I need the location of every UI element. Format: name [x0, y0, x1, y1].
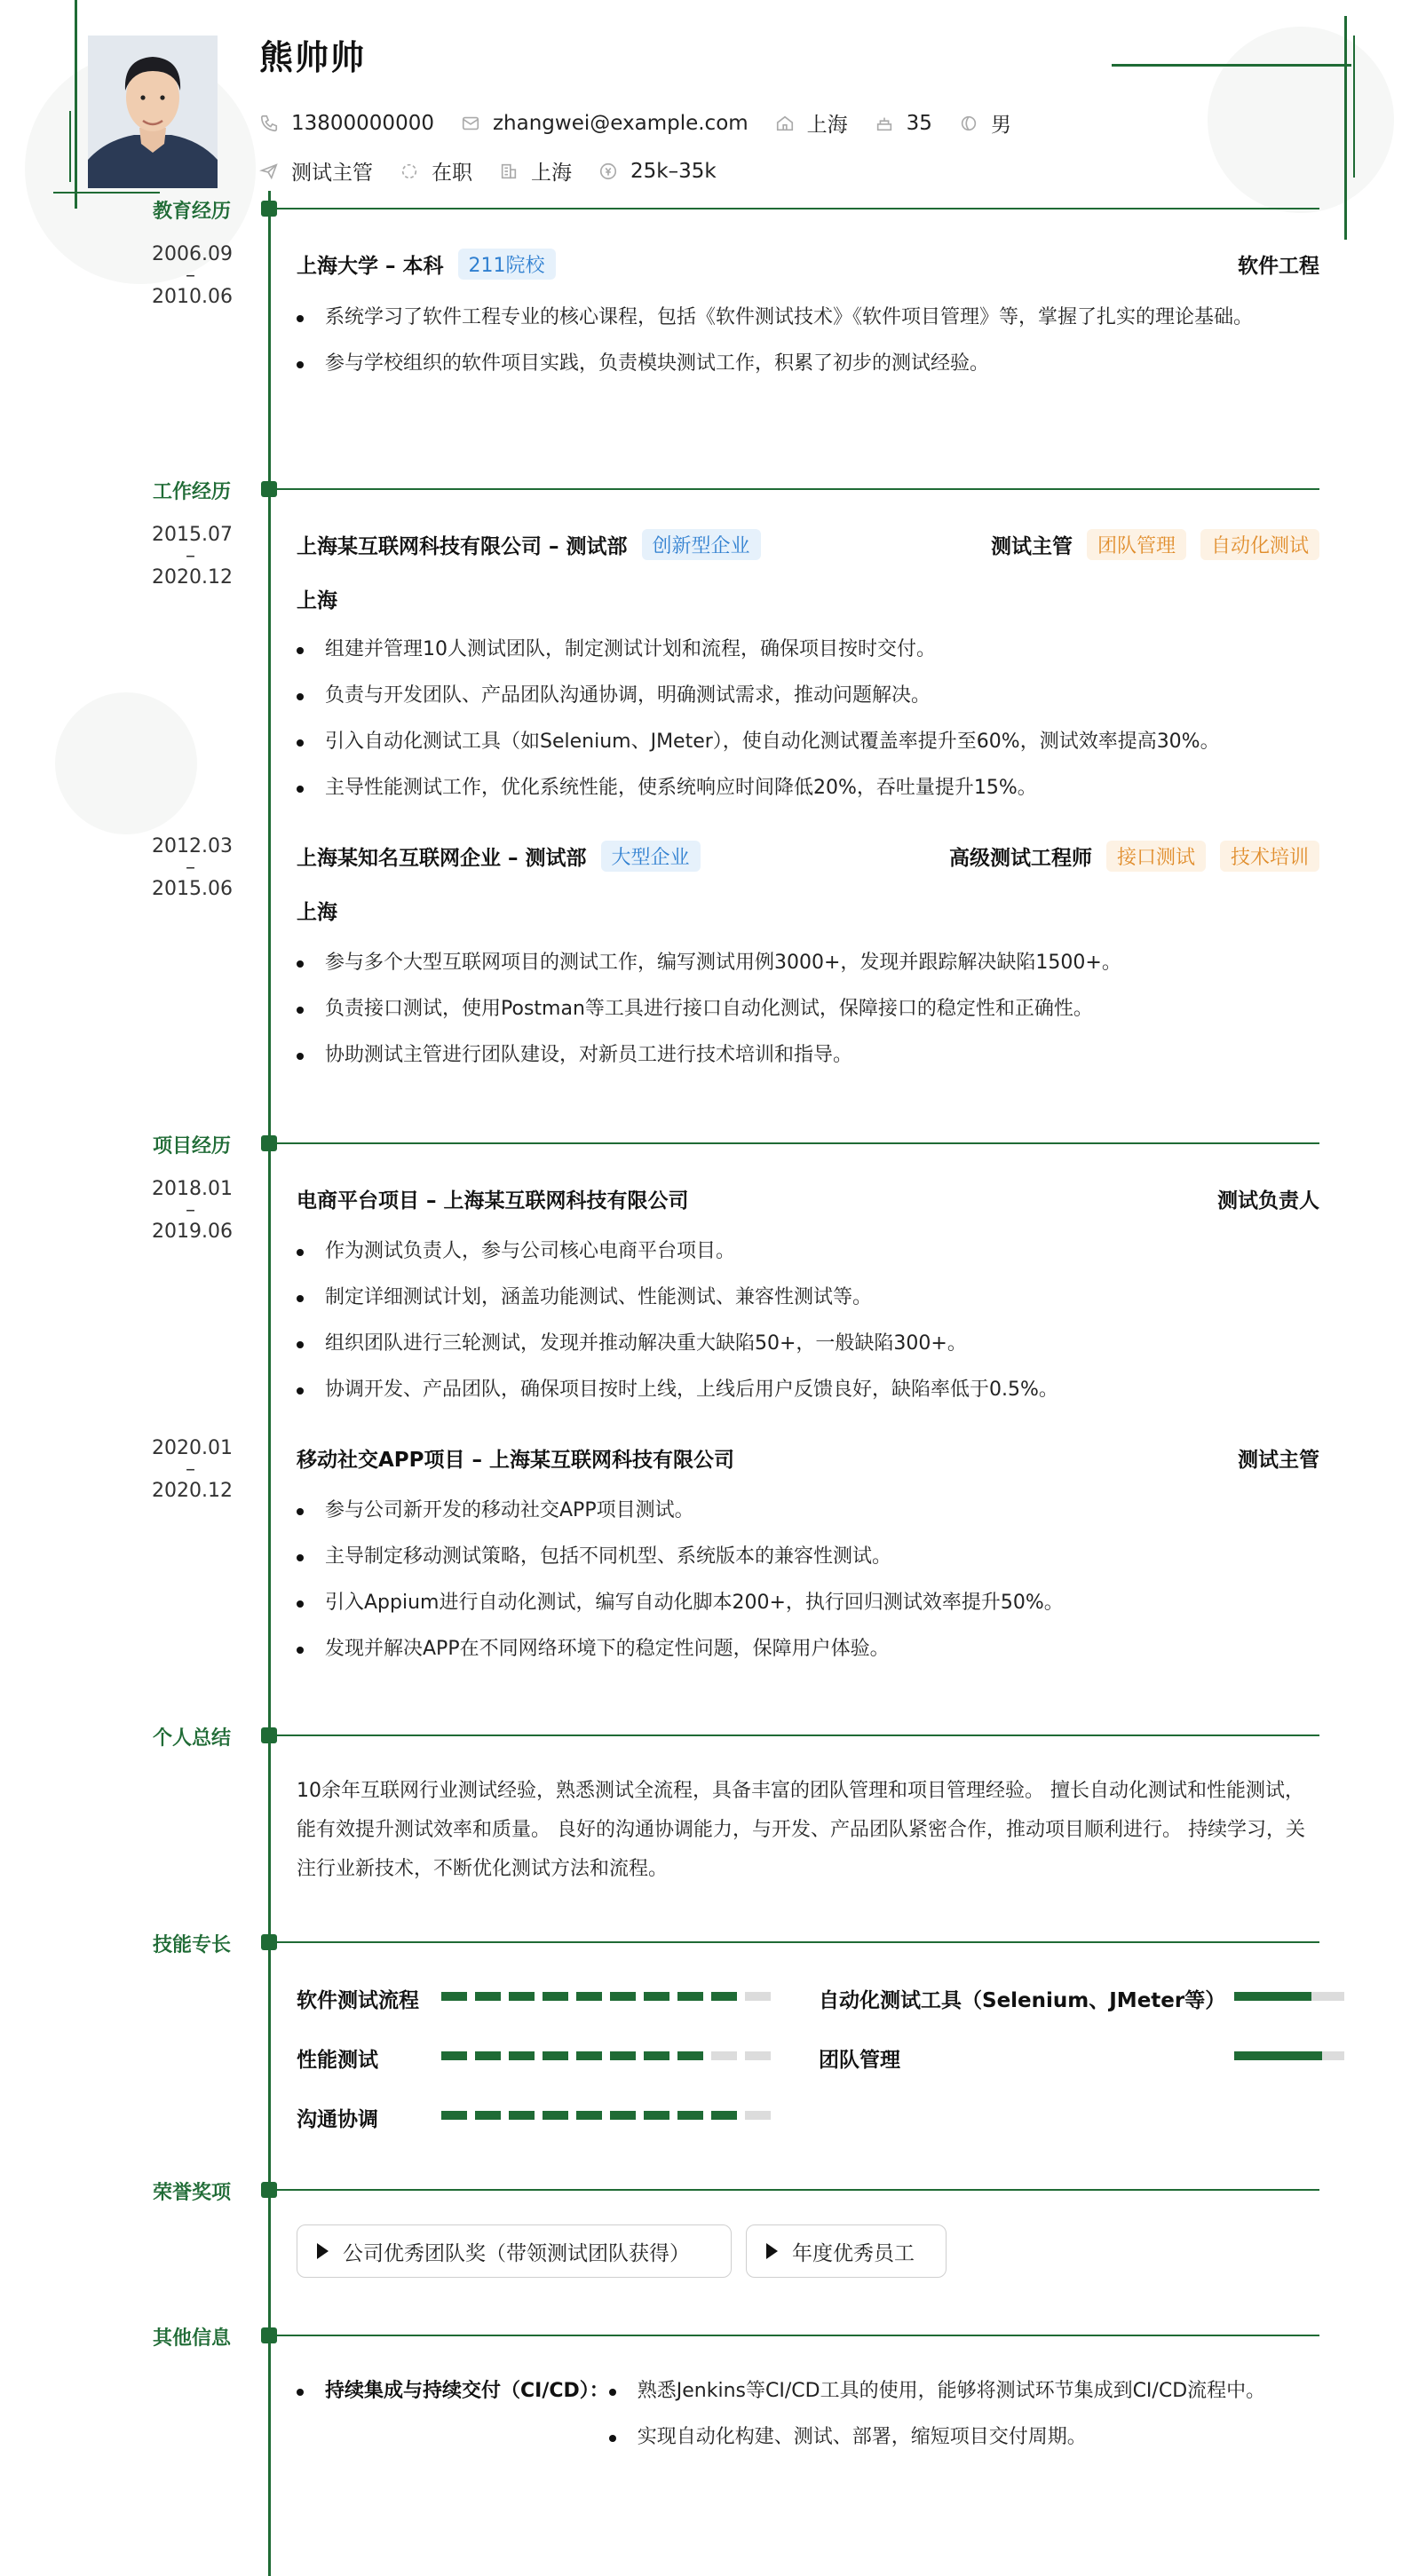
skill-segment-filled [576, 2051, 602, 2060]
salary-icon [598, 162, 618, 181]
decor-circle [1208, 27, 1394, 213]
skill-level-bar [441, 2111, 779, 2120]
job-salary [598, 160, 717, 183]
gender-icon [959, 114, 978, 133]
list-item: 作为测试负责人，参与公司核心电商平台项目。 [297, 1232, 1309, 1271]
list-item [609, 2372, 1318, 2411]
list-item: 主导性能测试工作，优化系统性能，使系统响应时间降低20%，吞吐量提升15%。 [297, 769, 1309, 808]
company-tag: 大型企业 [601, 841, 701, 872]
send-icon [259, 162, 279, 181]
section-divider [277, 1734, 1319, 1736]
section-title-education: 教育经历 [152, 201, 231, 223]
skill-segment-filled [543, 1992, 568, 2001]
skill-segment-filled [441, 2051, 467, 2060]
project-role: 测试负责人 [1217, 1189, 1319, 1213]
status-text: 在职 [432, 162, 472, 185]
skill-tag: 技术培训 [1220, 841, 1319, 872]
section-marker [261, 481, 277, 497]
skill-segment-filled [576, 1992, 602, 2001]
project-bullets [297, 1491, 1309, 1676]
skill-segment-filled [644, 1992, 669, 2001]
other-bullets [609, 2372, 1318, 2457]
list-item: 协助测试主管进行团队建设，对新员工进行技术培训和指导。 [297, 1036, 1309, 1075]
project-entry-header [297, 1443, 1319, 1473]
other-label-text: 持续集成与持续交付（CI/CD）： [325, 2380, 609, 2402]
date-start: 2006.09 [152, 243, 233, 265]
position-text: 测试主管 [291, 162, 373, 185]
section-divider [277, 1941, 1319, 1943]
honor-item [746, 2224, 947, 2278]
decor-line [53, 192, 160, 194]
work-entry-header [297, 529, 1319, 560]
age-text: 35 [906, 111, 932, 135]
date-range [82, 1438, 233, 1502]
section-title-other: 其他信息 [152, 2327, 231, 2350]
work-bullets [297, 630, 1309, 815]
honor-text: 公司优秀团队奖（带领测试团队获得） [343, 2241, 690, 2265]
job-status [400, 156, 472, 186]
list-item: 组建并管理10人测试团队，制定测试计划和流程，确保项目按时交付。 [297, 630, 1309, 669]
skill-segment-filled [644, 2111, 669, 2120]
decor-line [75, 0, 77, 209]
skill-name: 性能测试 [297, 2049, 378, 2072]
section-marker [261, 201, 277, 217]
date-range [82, 836, 233, 900]
school-name: 上海大学 – 本科 [297, 255, 444, 278]
contact-home [775, 108, 848, 138]
list-item: 组织团队进行三轮测试，发现并推动解决重大缺陷50+，一般缺陷300+。 [297, 1324, 1309, 1363]
list-item: 发现并解决APP在不同网络环境下的稳定性问题，保障用户体验。 [297, 1630, 1309, 1669]
timeline-spine [268, 191, 271, 2576]
date-range [82, 244, 233, 308]
decor-line [1344, 16, 1347, 240]
work-city: 上海 [297, 901, 337, 924]
work-entry-header [297, 841, 1319, 872]
skill-segment-filled [576, 2111, 602, 2120]
list-item: 制定详细测试计划，涵盖功能测试、性能测试、兼容性测试等。 [297, 1278, 1309, 1317]
project-role: 测试主管 [1238, 1449, 1319, 1472]
skill-segment-filled [711, 2111, 737, 2120]
decor-line [1353, 36, 1355, 178]
honor-item [297, 2224, 732, 2278]
skill-level-bar [1234, 2051, 1344, 2060]
job-row [259, 156, 743, 186]
skill-segment-empty [745, 1992, 771, 2001]
section-title-honors: 荣誉奖项 [152, 2182, 231, 2204]
skill-segment-filled [677, 1992, 703, 2001]
date-end: 2020.12 [152, 1480, 233, 1502]
company-name: 上海某知名互联网企业 – 测试部 [297, 847, 587, 870]
project-name: 电商平台项目 – 上海某互联网科技有限公司 [297, 1189, 689, 1213]
skill-name: 软件测试流程 [297, 1989, 419, 2012]
building-icon [499, 162, 519, 181]
skill-level-bar [441, 2051, 779, 2060]
skill-segment-filled [475, 2111, 501, 2120]
company-tag: 创新型企业 [642, 529, 761, 560]
skill-segment-filled [677, 2111, 703, 2120]
section-title-skills: 技能专长 [152, 1934, 231, 1956]
skill-name: 自动化测试工具（Selenium、JMeter等） [819, 1989, 1226, 2012]
list-item: 参与学校组织的软件项目实践，负责模块测试工作，积累了初步的测试经验。 [297, 344, 1309, 383]
list-item [609, 2418, 1318, 2457]
company-name: 上海某互联网科技有限公司 – 测试部 [297, 535, 628, 558]
bullet-dot [297, 2389, 304, 2396]
skill-tag: 接口测试 [1106, 841, 1206, 872]
contact-age [875, 112, 932, 135]
status-icon [400, 162, 419, 181]
skill-segment-filled [610, 2051, 636, 2060]
skill-level-bar [1234, 1992, 1344, 2001]
date-dash: – [186, 857, 195, 879]
email-text: zhangwei@example.com [492, 111, 749, 135]
list-item: 协调开发、产品团队，确保项目按时上线，上线后用户反馈良好，缺陷率低于0.5%。 [297, 1371, 1309, 1410]
skill-segment-filled [711, 1992, 737, 2001]
list-item: 参与多个大型互联网项目的测试工作，编写测试用例3000+，发现并跟踪解决缺陷1500+。 [297, 944, 1309, 983]
section-marker [261, 2182, 277, 2198]
job-role: 测试主管 [990, 535, 1073, 558]
date-range [82, 1179, 233, 1243]
decor-circle [55, 692, 197, 834]
mail-icon [461, 114, 480, 133]
project-bullets [297, 1232, 1309, 1417]
section-divider [277, 208, 1319, 209]
date-end: 2010.06 [152, 286, 233, 308]
skill-segment-filled [441, 1992, 467, 2001]
skill-segment-filled [441, 2111, 467, 2120]
date-dash: – [186, 265, 195, 287]
major: 软件工程 [1238, 255, 1319, 278]
list-item: 系统学习了软件工程专业的核心课程，包括《软件测试技术》《软件项目管理》等，掌握了扎实的理论基础。 [297, 298, 1309, 337]
contact-row [259, 108, 1038, 138]
date-range [82, 525, 233, 589]
list-item: 引入自动化测试工具（如Selenium、JMeter），使自动化测试覆盖率提升至60%，测试效率提高30%。 [297, 723, 1309, 762]
phone-text: 13800000000 [291, 111, 434, 135]
date-dash: – [186, 545, 195, 567]
section-divider [277, 2335, 1319, 2336]
skill-name: 沟通协调 [297, 2108, 378, 2131]
play-icon [317, 2243, 329, 2259]
contact-gender [959, 108, 1011, 138]
skill-segment-filled [644, 2051, 669, 2060]
date-start: 2020.01 [152, 1437, 233, 1459]
decor-line [69, 111, 71, 182]
avatar [88, 36, 218, 188]
skill-tag: 自动化测试 [1200, 529, 1319, 560]
section-title-summary: 个人总结 [152, 1727, 231, 1750]
skill-level-bar [441, 1992, 779, 2001]
project-name: 移动社交APP项目 – 上海某互联网科技有限公司 [297, 1449, 735, 1472]
job-city [499, 156, 572, 186]
list-item: 负责与开发团队、产品团队沟通协调，明确测试需求，推动问题解决。 [297, 676, 1309, 715]
phone-icon [259, 114, 279, 133]
date-start: 2012.03 [152, 835, 233, 857]
section-divider [277, 1142, 1319, 1144]
other-info-block [297, 2372, 1318, 2457]
list-item: 主导制定移动测试策略，包括不同机型、系统版本的兼容性测试。 [297, 1537, 1309, 1576]
section-marker [261, 1727, 277, 1743]
honor-text: 年度优秀员工 [792, 2241, 915, 2265]
skill-level-fill [1234, 2051, 1322, 2060]
decor-line [1112, 64, 1351, 67]
skill-segment-filled [610, 2111, 636, 2120]
other-label [297, 2372, 609, 2411]
list-item-text: 实现自动化构建、测试、部署，缩短项目交付周期。 [637, 2426, 1087, 2448]
skill-name: 团队管理 [819, 2049, 900, 2072]
school-tag: 211院校 [458, 249, 556, 280]
skill-level-fill [1234, 1992, 1311, 2001]
skill-segment-filled [543, 2051, 568, 2060]
play-icon [766, 2243, 778, 2259]
skill-segment-filled [677, 2051, 703, 2060]
city-text: 上海 [531, 162, 572, 185]
skill-segment-filled [509, 2111, 535, 2120]
gender-text: 男 [990, 114, 1011, 137]
skill-segment-filled [475, 1992, 501, 2001]
date-end: 2020.12 [152, 566, 233, 589]
section-title-projects: 项目经历 [152, 1135, 231, 1158]
skill-segment-filled [475, 2051, 501, 2060]
section-marker [261, 1135, 277, 1151]
job-position [259, 156, 373, 186]
home-icon [775, 114, 795, 133]
skill-segment-empty [745, 2051, 771, 2060]
contact-phone [259, 112, 434, 135]
skill-segment-empty [745, 2111, 771, 2120]
bullet-dot [609, 2435, 616, 2442]
skill-segment-filled [543, 2111, 568, 2120]
skill-segment-filled [509, 1992, 535, 2001]
list-item: 负责接口测试，使用Postman等工具进行接口自动化测试，保障接口的稳定性和正确性。 [297, 990, 1309, 1029]
section-divider [277, 488, 1319, 490]
date-start: 2018.01 [152, 1178, 233, 1200]
summary-text: 10余年互联网行业测试经验，熟悉测试全流程，具备丰富的团队管理和项目管理经验。 擅长自动化测试和性能测试，能有效提升测试效率和质量。 良好的沟通协调能力，与开发、产品团队紧密合作，推动项目顺利进行。 持续学习，关注行业新技术，不断优化测试方法和流程。 [297, 1780, 1305, 1880]
section-divider [277, 2189, 1319, 2191]
work-bullets [297, 944, 1309, 1082]
skill-segment-filled [610, 1992, 636, 2001]
section-marker [261, 2327, 277, 2343]
skill-segment-filled [509, 2051, 535, 2060]
skill-segment-empty [711, 2051, 737, 2060]
section-title-work: 工作经历 [152, 481, 231, 503]
candidate-name: 熊帅帅 [259, 38, 367, 77]
job-role: 高级测试工程师 [948, 847, 1092, 870]
age-icon [875, 114, 894, 133]
project-entry-header [297, 1184, 1319, 1213]
list-item: 参与公司新开发的移动社交APP项目测试。 [297, 1491, 1309, 1530]
salary-text: 25k–35k [630, 159, 717, 183]
education-bullets [297, 298, 1309, 391]
list-item-text: 熟悉Jenkins等CI/CD工具的使用，能够将测试环节集成到CI/CD流程中。 [637, 2380, 1266, 2402]
contact-email [461, 112, 749, 135]
bullet-dot [609, 2389, 616, 2396]
date-start: 2015.07 [152, 524, 233, 546]
list-item: 引入Appium进行自动化测试，编写自动化脚本200+，执行回归测试效率提升50%。 [297, 1584, 1309, 1623]
date-end: 2019.06 [152, 1221, 233, 1243]
section-marker [261, 1934, 277, 1950]
skill-tag: 团队管理 [1087, 529, 1186, 560]
work-city: 上海 [297, 589, 337, 612]
education-entry-header [297, 249, 1319, 280]
home-text: 上海 [806, 114, 848, 137]
date-dash: – [186, 1199, 195, 1221]
date-end: 2015.06 [152, 878, 233, 900]
date-dash: – [186, 1458, 195, 1481]
